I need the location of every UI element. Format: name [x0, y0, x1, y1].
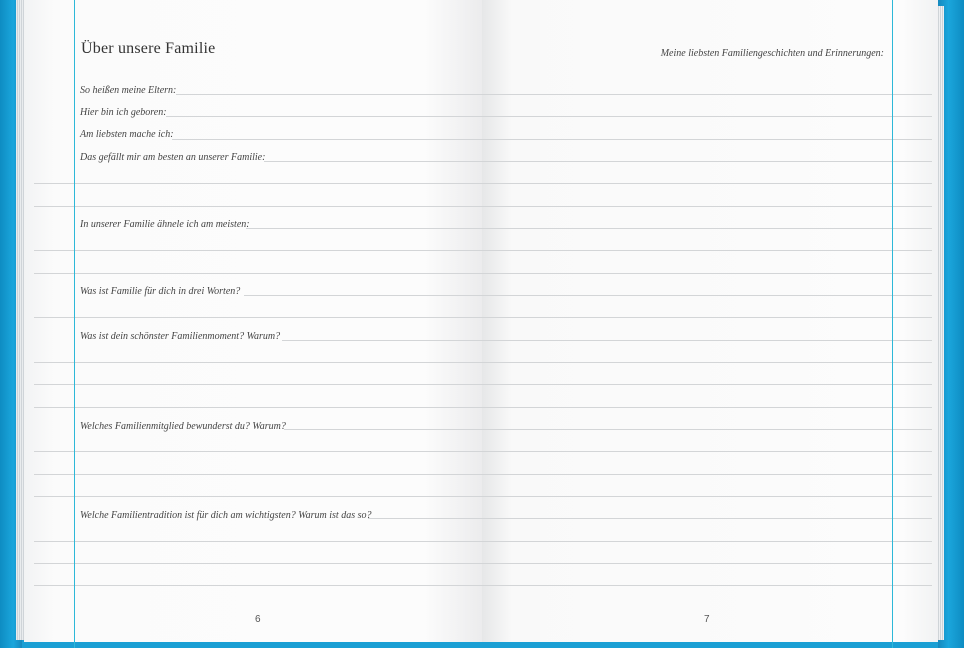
- prompt-favorite-activity: Am liebsten mache ich:: [80, 129, 174, 140]
- page-title: Über unsere Familie: [81, 40, 216, 57]
- prompt-resemble-most: In unserer Familie ähnele ich am meisten:: [80, 219, 250, 230]
- ruled-line: [368, 518, 932, 519]
- ruled-line: [34, 206, 932, 207]
- prompt-admired-family-member: Welches Familienmitglied bewunderst du? Warum?: [80, 421, 286, 432]
- prompt-best-about-family: Das gefällt mir am besten an unserer Familie:: [80, 152, 266, 163]
- ruled-line: [34, 407, 932, 408]
- ruled-line: [34, 183, 932, 184]
- ruled-line: [244, 295, 932, 296]
- ruled-line: [284, 429, 932, 430]
- prompt-best-family-moment: Was ist dein schönster Familienmoment? Warum?: [80, 331, 281, 342]
- ruled-line: [34, 317, 932, 318]
- page-number-right: 7: [704, 614, 710, 625]
- ruled-line: [166, 116, 932, 117]
- ruled-line: [34, 496, 932, 497]
- ruled-line: [34, 563, 932, 564]
- ruled-line: [34, 451, 932, 452]
- prompt-birthplace: Hier bin ich geboren:: [80, 107, 167, 118]
- ruled-line: [34, 474, 932, 475]
- ruled-line: [172, 139, 932, 140]
- ruled-line: [282, 340, 932, 341]
- ruled-line: [34, 585, 932, 586]
- ruled-line: [34, 541, 932, 542]
- right-margin-line: [892, 0, 893, 648]
- right-page-heading: Meine liebsten Familiengeschichten und Erinnerungen:: [660, 48, 884, 59]
- ruled-line: [246, 228, 932, 229]
- ruled-line: [34, 384, 932, 385]
- ruled-line: [264, 161, 932, 162]
- ruled-line: [34, 362, 932, 363]
- left-margin-line: [74, 0, 75, 648]
- prompt-family-three-words: Was ist Familie für dich in drei Worten?: [80, 286, 241, 297]
- ruled-line: [34, 250, 932, 251]
- page-number-left: 6: [255, 614, 261, 625]
- ruled-line: [176, 94, 932, 95]
- prompt-parents-names: So heißen meine Eltern:: [80, 85, 177, 96]
- ruled-line: [34, 273, 932, 274]
- prompt-family-tradition: Welche Familientradition ist für dich am wichtigsten? Warum ist das so?: [80, 510, 372, 521]
- right-page: [482, 0, 938, 642]
